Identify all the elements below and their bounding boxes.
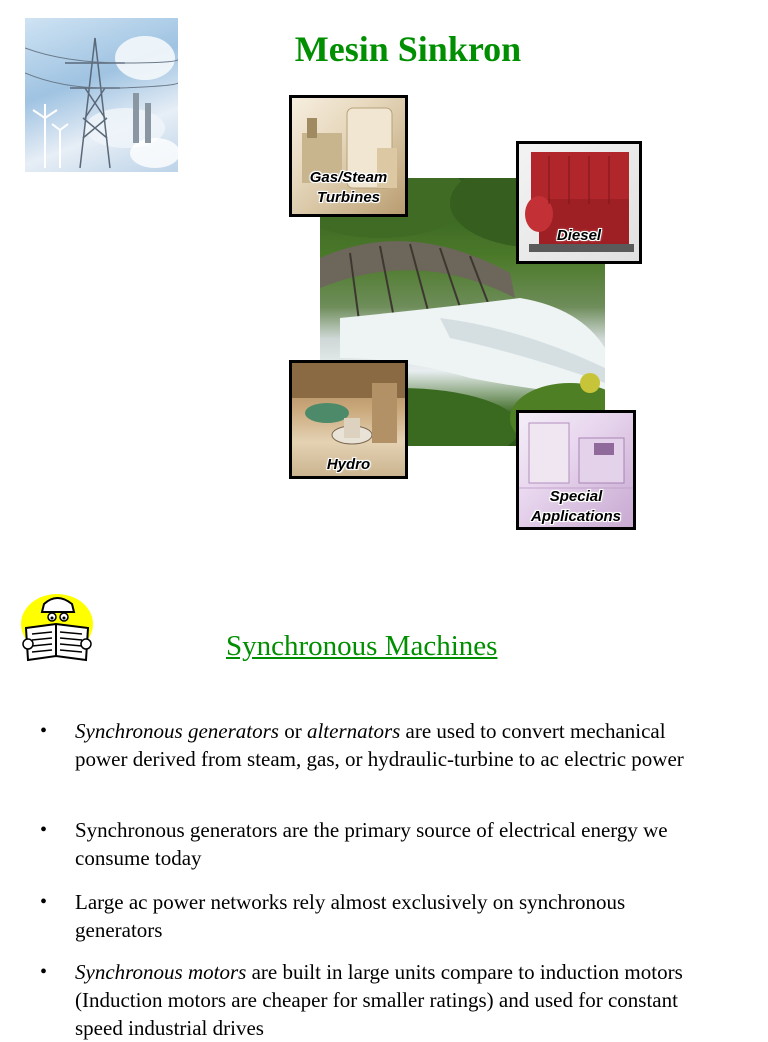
- gas-steam-label-line2: Turbines: [316, 189, 381, 206]
- tile-gas-steam-turbines: [289, 95, 408, 217]
- bullet-text-4a: are built in large units compare to induction motors (Induction motors are cheaper for smaller ratings) and used for constant speed industrial drives: [75, 960, 683, 1040]
- hydro-label: Hydro: [326, 456, 371, 473]
- tile-diesel: [516, 141, 642, 264]
- bullet-text-1: [75, 717, 715, 773]
- diesel-label: Diesel: [556, 227, 602, 244]
- emphasis-synchronous-generators: Synchronous generators: [75, 719, 279, 743]
- emphasis-synchronous-motors: Synchronous motors: [75, 960, 247, 984]
- bullet-text-3: Large ac power networks rely almost exclusively on synchronous generators: [75, 890, 626, 942]
- bullet-dot: •: [40, 720, 48, 742]
- bullet-text-1b: are used to convert mechanical power derived from steam, gas, or hydraulic-turbine to ac electric power: [75, 719, 684, 771]
- bullet-dot: •: [40, 961, 48, 983]
- page-title: Mesin Sinkron: [294, 29, 522, 69]
- special-label-line1: Special: [549, 488, 603, 505]
- bullet-dot: •: [40, 891, 48, 913]
- special-label-line2: Applications: [530, 508, 621, 525]
- bullet-text-1a: or: [278, 719, 307, 743]
- newspaper-reader-icon: [20, 592, 94, 664]
- tile-hydro: [289, 360, 408, 479]
- gas-steam-label-line1: Gas/Steam: [309, 169, 388, 186]
- bullet-text-2: Synchronous generators are the primary source of electrical energy we consume today: [75, 818, 668, 870]
- bullet-dot: •: [40, 819, 48, 841]
- bullet-text-4: [75, 958, 715, 1042]
- tile-special-applications: [516, 410, 636, 530]
- emphasis-alternators: alternators: [306, 719, 401, 743]
- section-title: Synchronous Machines: [226, 630, 498, 662]
